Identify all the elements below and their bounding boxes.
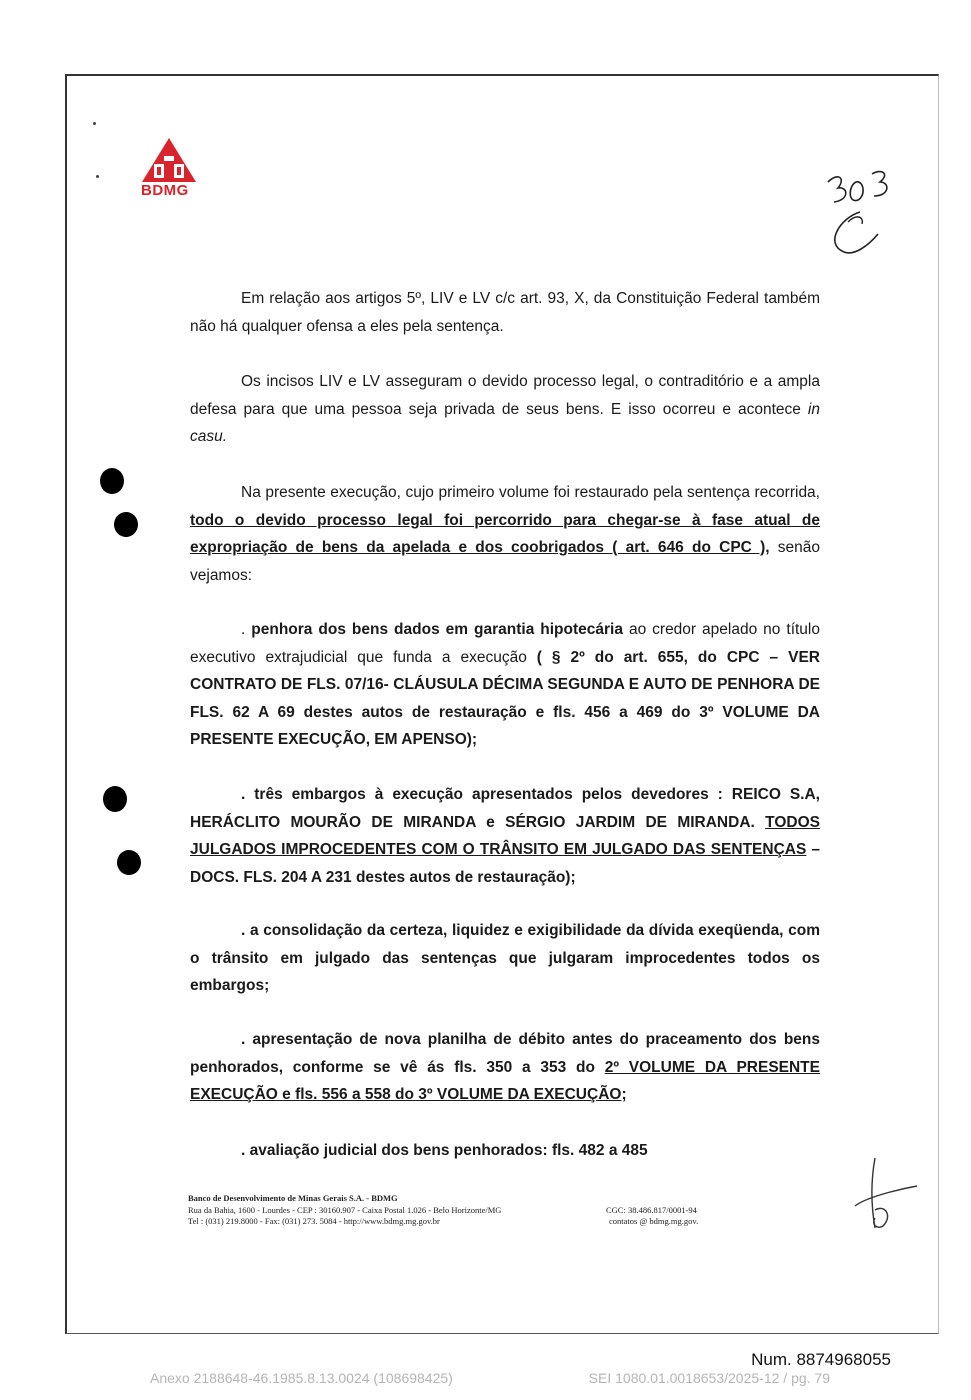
footer-phone: Tel : (031) 219.8000 - Fax: (031) 273. 5084 - http://www.bdmg.mg.gov.br <box>188 1216 440 1226</box>
document-number: Num. 8874968055 <box>751 1350 891 1369</box>
handwritten-page-number <box>820 160 910 260</box>
annex-reference: Anexo 2188648-46.1985.8.13.0024 (108698425) <box>150 1370 453 1386</box>
footer-address: Rua da Bahia, 1600 - Lourdes - CEP : 30160.907 - Caixa Postal 1.026 - Belo Horizonte/MG <box>188 1204 502 1215</box>
signature-icon <box>835 1150 925 1240</box>
paragraph-3-text-a: Na presente execução, cujo primeiro volume foi restaurado pela sentença recorrida, <box>241 484 820 501</box>
item-embargos-underlined: TODOS JULGADOS IMPROCEDENTES COM O TRÂNSITO EM JULGADO DAS SENTENÇAS <box>190 813 820 858</box>
punch-hole <box>103 786 127 812</box>
item-penhora-dot: . <box>241 621 252 638</box>
item-penhora <box>190 616 820 754</box>
punch-hole <box>100 468 124 494</box>
handwritten-initials <box>835 1150 925 1240</box>
item-penhora-bold: penhora dos bens dados em garantia hipotecária <box>251 621 623 638</box>
footer-email: contatos @ bdmg.mg.gov. <box>609 1216 699 1226</box>
item-penhora-text: ao credor apelado no título executivo extrajudicial que funda a execução <box>190 621 820 666</box>
item-planilha-text: . apresentação de nova planilha de débito antes do praceamento dos bens penhorados, conforme se vê ás fls. 350 a 353 do <box>190 1031 820 1076</box>
sei-reference: SEI 1080.01.0018653/2025-12 / pg. 79 <box>588 1370 830 1386</box>
item-avaliacao: . avaliação judicial dos bens penhorados: fls. 482 a 485 <box>241 1142 648 1159</box>
item-embargos-text-a: . três embargos à execução apresentados pelos devedores : REICO S.A, HERÁCLITO MOURÃO DE MIRANDA e SÉRGIO JARDIM DE MIRANDA. <box>190 786 820 831</box>
paragraph-2 <box>190 368 820 451</box>
item-planilha <box>190 1026 820 1109</box>
letterhead-footer <box>188 1193 728 1228</box>
bdmg-logo-text: BDMG <box>141 182 189 199</box>
footer-contact-row <box>188 1216 728 1228</box>
bottom-watermark <box>150 1370 830 1386</box>
footer-address-row <box>188 1205 728 1217</box>
paragraph-3-text-b: senão vejamos: <box>190 539 820 584</box>
paragraph-3 <box>190 479 820 589</box>
paragraph-2-italic: in casu. <box>190 400 820 445</box>
item-penhora-refs: ( § 2º do art. 655, do CPC – VER CONTRATO DE FLS. 07/16- CLÁUSULA DÉCIMA SEGUNDA E AUTO DE PENHORA DE FLS. 62 A 69 destes autos de restauração e fls. 456 a 469 do 3º VOLUME DA PRESENTE EXECUÇÃO, EM APENSO); <box>190 648 820 748</box>
handwritten-303-icon <box>820 160 910 260</box>
item-embargos <box>190 781 820 891</box>
footer-company: Banco de Desenvolvimento de Minas Gerais S.A. - BDMG <box>188 1193 398 1203</box>
scan-speck <box>93 122 96 125</box>
paragraph-3-underlined: todo o devido processo legal foi percorrido para chegar-se à fase atual de expropriação de bens da apelada e dos coobrigados ( art. 646 do CPC ), <box>190 511 820 556</box>
item-consolidacao: . a consolidação da certeza, liquidez e exigibilidade da dívida exeqüenda, com o trânsito em julgado das sentenças que julgaram improcedentes todos os embargos; <box>190 922 820 994</box>
punch-hole <box>114 512 138 537</box>
item-embargos-text-b: – DOCS. FLS. 204 A 231 destes autos de restauração); <box>190 841 820 886</box>
paragraph-1: Em relação aos artigos 5º, LIV e LV c/c art. 93, X, da Constituição Federal também não há qualquer ofensa a eles pela sentença. <box>190 290 820 335</box>
bdmg-logo-icon <box>138 136 200 186</box>
item-planilha-underlined: 2º VOLUME DA PRESENTE EXECUÇÃO e fls. 556 a 558 do 3º VOLUME DA EXECUÇÃO; <box>190 1058 820 1103</box>
punch-hole <box>117 850 141 875</box>
scan-speck <box>96 175 99 178</box>
footer-cgc: CGC: 38.486.817/0001-94 <box>606 1204 697 1215</box>
paragraph-2-text: Os incisos LIV e LV asseguram o devido processo legal, o contraditório e a ampla defesa para que uma pessoa seja privada de seus bens. E isso ocorreu e acontece <box>190 373 820 418</box>
